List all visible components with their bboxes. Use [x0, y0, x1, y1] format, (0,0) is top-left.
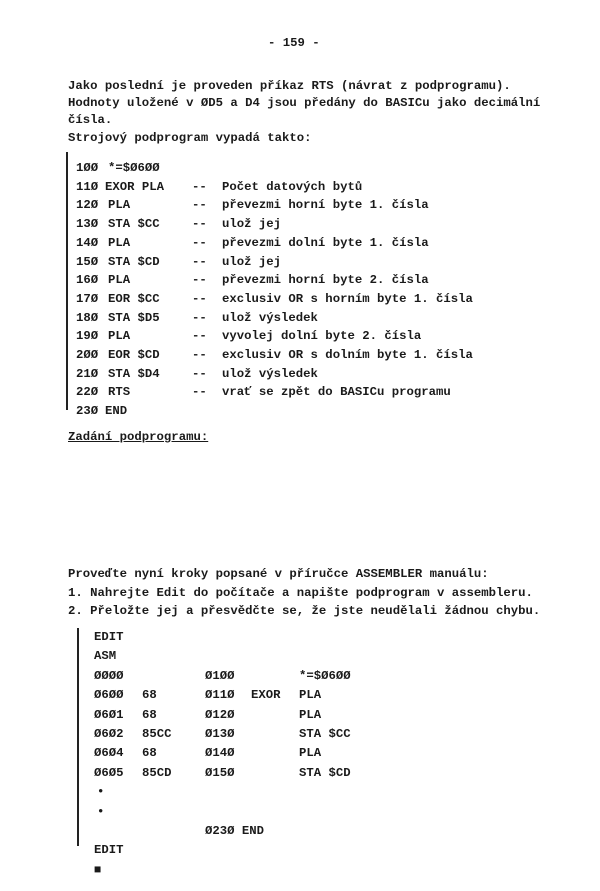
line-number: 16Ø: [76, 273, 99, 288]
comment: ulož výsledek: [222, 366, 318, 381]
listing2-bar: [77, 628, 79, 846]
comment-dash: --: [192, 273, 207, 288]
comment: ulož jej: [222, 254, 282, 269]
comment-dash: --: [192, 217, 207, 232]
instruction: STA $CD: [108, 254, 160, 269]
comment-dash: --: [192, 329, 207, 344]
instruction: EOR $CC: [108, 291, 160, 306]
listing-cell: 85CC: [142, 727, 172, 741]
comment: vrať se zpět do BASICu programu: [222, 385, 451, 400]
comment: převezmi horní byte 2. čísla: [222, 273, 429, 288]
intro-line: čísla.: [68, 113, 113, 127]
listing-cell: Ø1ØØ: [205, 668, 235, 683]
listing-cell: 68: [142, 707, 157, 722]
comment-dash: --: [192, 235, 207, 250]
listing-cell: STA $CD: [299, 765, 351, 780]
instruction: PLA: [108, 329, 131, 344]
listing-cell: •: [97, 804, 105, 819]
comment-dash: --: [192, 348, 207, 362]
instruction: PLA: [108, 273, 131, 288]
instruction: RTS: [108, 385, 131, 400]
intro-line: Strojový podprogram vypadá takto:: [68, 131, 312, 145]
line-number: 13Ø: [76, 217, 99, 232]
instruction: EXOR PLA: [105, 179, 165, 194]
comment-dash: --: [192, 254, 207, 269]
listing-cell: STA $CC: [299, 727, 351, 741]
instruction: STA $D4: [108, 366, 160, 381]
listing-cell: ■: [94, 862, 102, 877]
listing-cell: Ø6Ø2: [94, 727, 124, 741]
line-number: 14Ø: [76, 235, 99, 250]
comment: ulož jej: [222, 217, 282, 232]
step-line: 1. Nahrejte Edit do počítače a napište podprogram v assembleru.: [68, 585, 533, 600]
instruction: PLA: [108, 235, 131, 250]
listing-cell: 85CD: [142, 765, 172, 780]
listing-cell: *=$Ø6ØØ: [299, 668, 351, 683]
comment-dash: --: [192, 366, 207, 381]
line-number: 2ØØ: [76, 348, 99, 362]
listing-cell: Ø15Ø: [205, 765, 235, 780]
comment-dash: --: [192, 198, 207, 213]
listing-cell: ASM: [94, 649, 117, 664]
listing-cell: EDIT: [94, 843, 124, 858]
comment-dash: --: [192, 179, 207, 194]
line-number: 19Ø: [76, 329, 99, 344]
comment-dash: --: [192, 291, 207, 306]
instruction: END: [105, 404, 128, 419]
step-line: Proveďte nyní kroky popsané v příručce ASSEMBLER manuálu:: [68, 567, 489, 581]
listing-cell: •: [97, 785, 105, 800]
line-number: 11Ø: [76, 179, 99, 194]
instruction: EOR $CD: [108, 348, 160, 362]
line-number: 21Ø: [76, 366, 99, 381]
section-heading-text: Zadání podprogramu:: [68, 430, 209, 444]
listing-cell: EDIT: [94, 630, 124, 644]
line-number: 1ØØ: [76, 161, 99, 175]
instruction: STA $D5: [108, 310, 160, 325]
intro-line: Jako poslední je proveden příkaz RTS (návrat z podprogramu).: [68, 79, 511, 93]
listing-cell: Ø14Ø: [205, 746, 235, 761]
comment: Počet datových bytů: [222, 179, 363, 194]
comment: ulož výsledek: [222, 310, 318, 325]
listing-cell: Ø11Ø: [205, 688, 235, 703]
line-number: 15Ø: [76, 254, 99, 269]
line-number: 12Ø: [76, 198, 99, 213]
line-number: 18Ø: [76, 310, 99, 325]
intro-line: Hodnoty uložené v ØD5 a D4 jsou předány do BASICu jako decimální: [68, 96, 541, 110]
listing-cell: PLA: [299, 688, 322, 703]
step-line: 2. Přeložte jej a přesvědčte se, že jste neudělali žádnou chybu.: [68, 604, 541, 618]
listing-cell: 68: [142, 688, 157, 703]
listing-cell: Ø23Ø END: [205, 824, 265, 838]
listing-cell: Ø6Ø5: [94, 765, 124, 780]
listing-cell: Ø6Ø4: [94, 746, 124, 761]
listing-cell: PLA: [299, 746, 322, 761]
instruction: STA $CC: [108, 217, 160, 232]
comment-dash: --: [192, 310, 207, 325]
comment: převezmi dolní byte 1. čísla: [222, 235, 429, 250]
listing-cell: Ø6ØØ: [94, 688, 124, 703]
listing-cell: PLA: [299, 707, 322, 722]
comment: exclusiv OR s horním byte 1. čísla: [222, 291, 473, 306]
page-number: - 159 -: [268, 36, 320, 50]
instruction: *=$Ø6ØØ: [108, 161, 160, 175]
listing-cell: ØØØØ: [94, 668, 124, 683]
comment: exclusiv OR s dolním byte 1. čísla: [222, 348, 473, 362]
listing-cell: Ø6Ø1: [94, 707, 124, 722]
listing-cell: 68: [142, 746, 157, 761]
line-number: 17Ø: [76, 291, 99, 306]
listing-cell: Ø12Ø: [205, 707, 235, 722]
listing-cell: Ø13Ø: [205, 727, 235, 741]
comment: převezmi horní byte 1. čísla: [222, 198, 429, 213]
comment-dash: --: [192, 385, 207, 400]
instruction: PLA: [108, 198, 131, 213]
comment: vyvolej dolní byte 2. čísla: [222, 329, 422, 344]
line-number: 23Ø: [76, 404, 99, 419]
section-heading: [68, 430, 208, 444]
line-number: 22Ø: [76, 385, 99, 400]
listing1-bar: [66, 152, 68, 410]
listing-cell: EXOR: [251, 688, 281, 703]
